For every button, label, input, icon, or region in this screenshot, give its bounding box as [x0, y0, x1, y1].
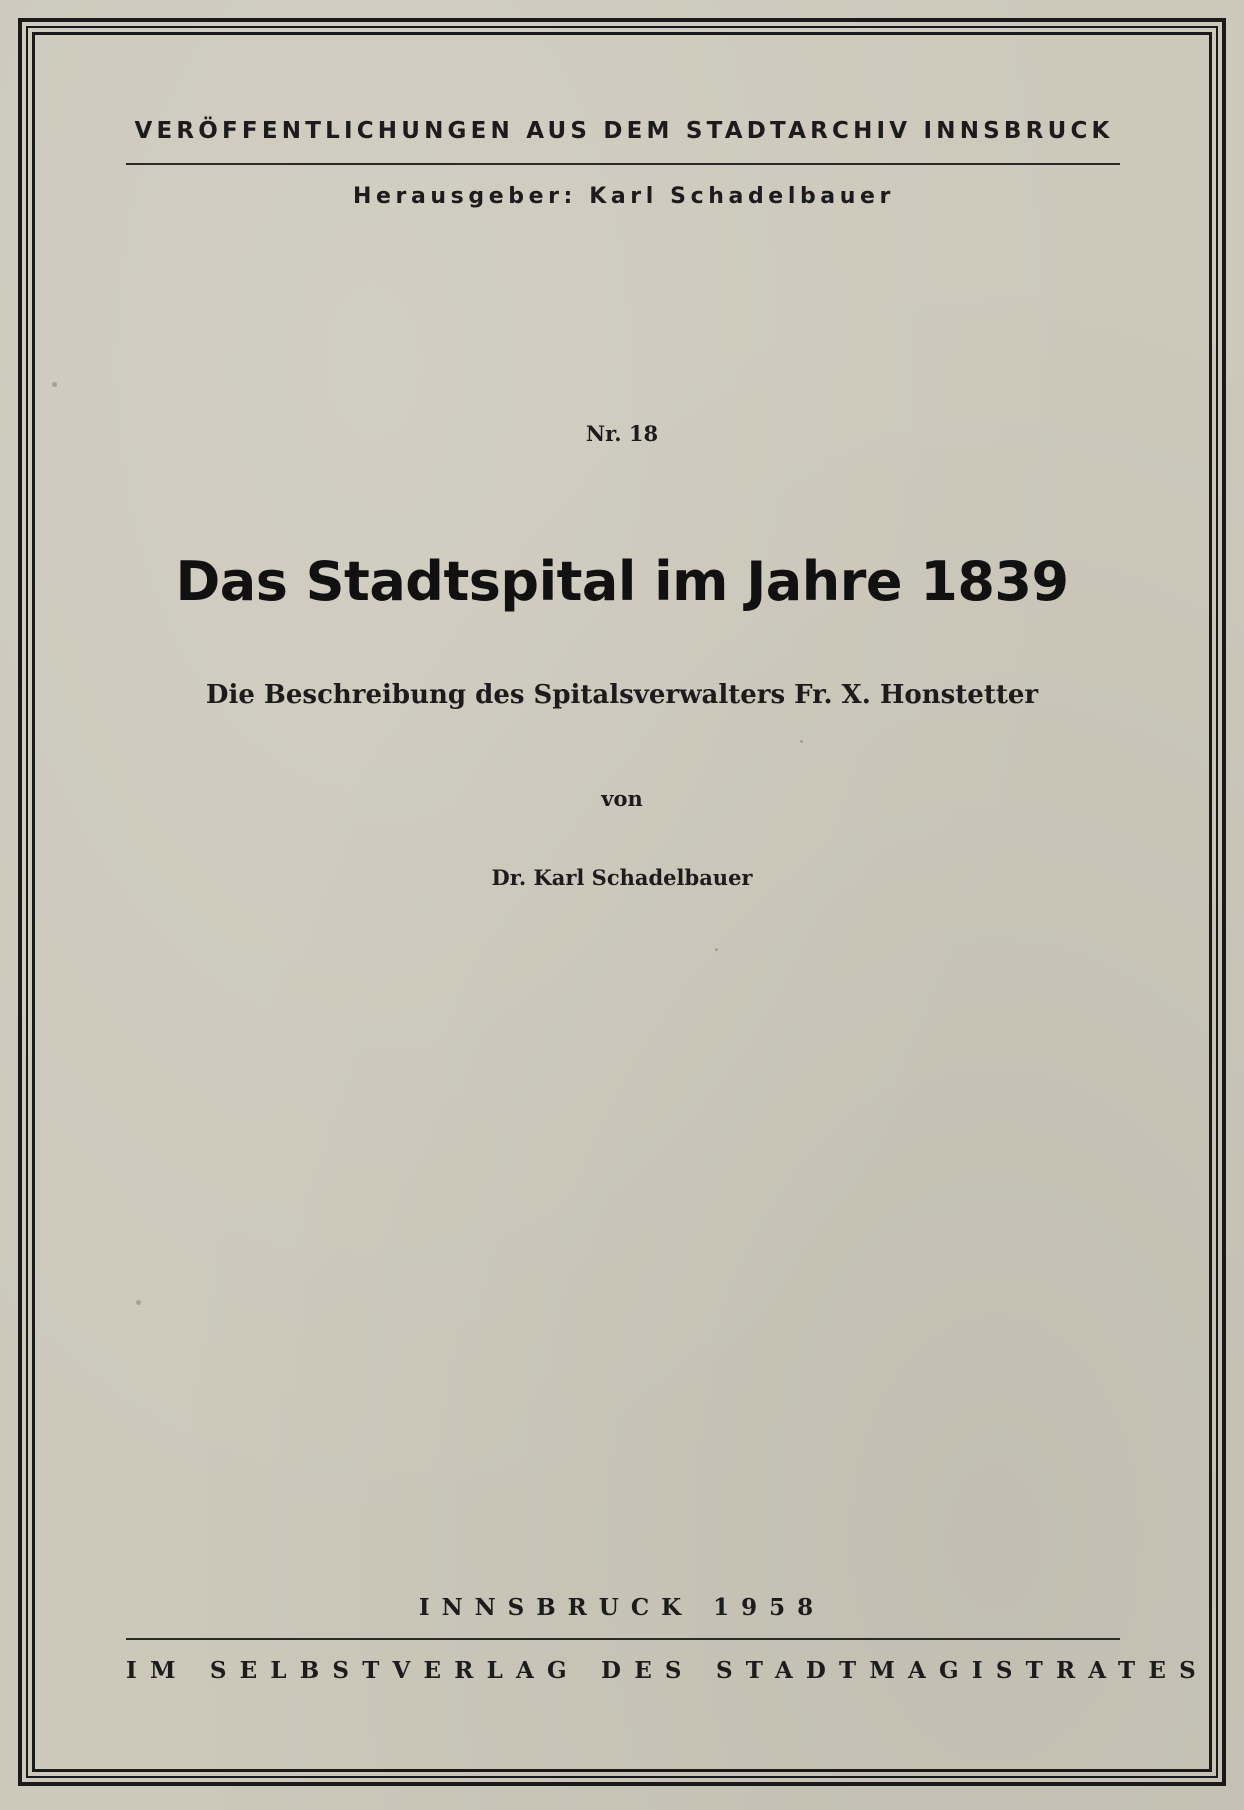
place-year: INNSBRUCK 1958: [418, 1594, 826, 1621]
book-title: Das Stadtspital im Jahre 1839: [175, 550, 1069, 613]
book-subtitle: Die Beschreibung des Spitalsverwalters Fr. X. Honstetter: [205, 680, 1039, 710]
by-line: von: [601, 786, 643, 811]
publisher-line: IM SELBSTVERLAG DES STADTMAGISTRATES: [126, 1657, 1209, 1684]
author-name: Dr. Karl Schadelbauer: [491, 865, 753, 890]
paper-speck: [715, 948, 718, 951]
top-divider: [126, 163, 1120, 165]
cover-frame-inner: [32, 32, 1212, 1772]
series-title: VERÖFFENTLICHUNGEN AUS DEM STADTARCHIV INNSBRUCK: [134, 118, 1114, 144]
paper-speck: [800, 740, 803, 743]
editor-line: Herausgeber: Karl Schadelbauer: [352, 184, 895, 209]
volume-number: Nr. 18: [585, 421, 659, 446]
bottom-divider: [126, 1638, 1120, 1640]
paper-speck: [52, 382, 57, 387]
paper-speck: [136, 1300, 141, 1305]
